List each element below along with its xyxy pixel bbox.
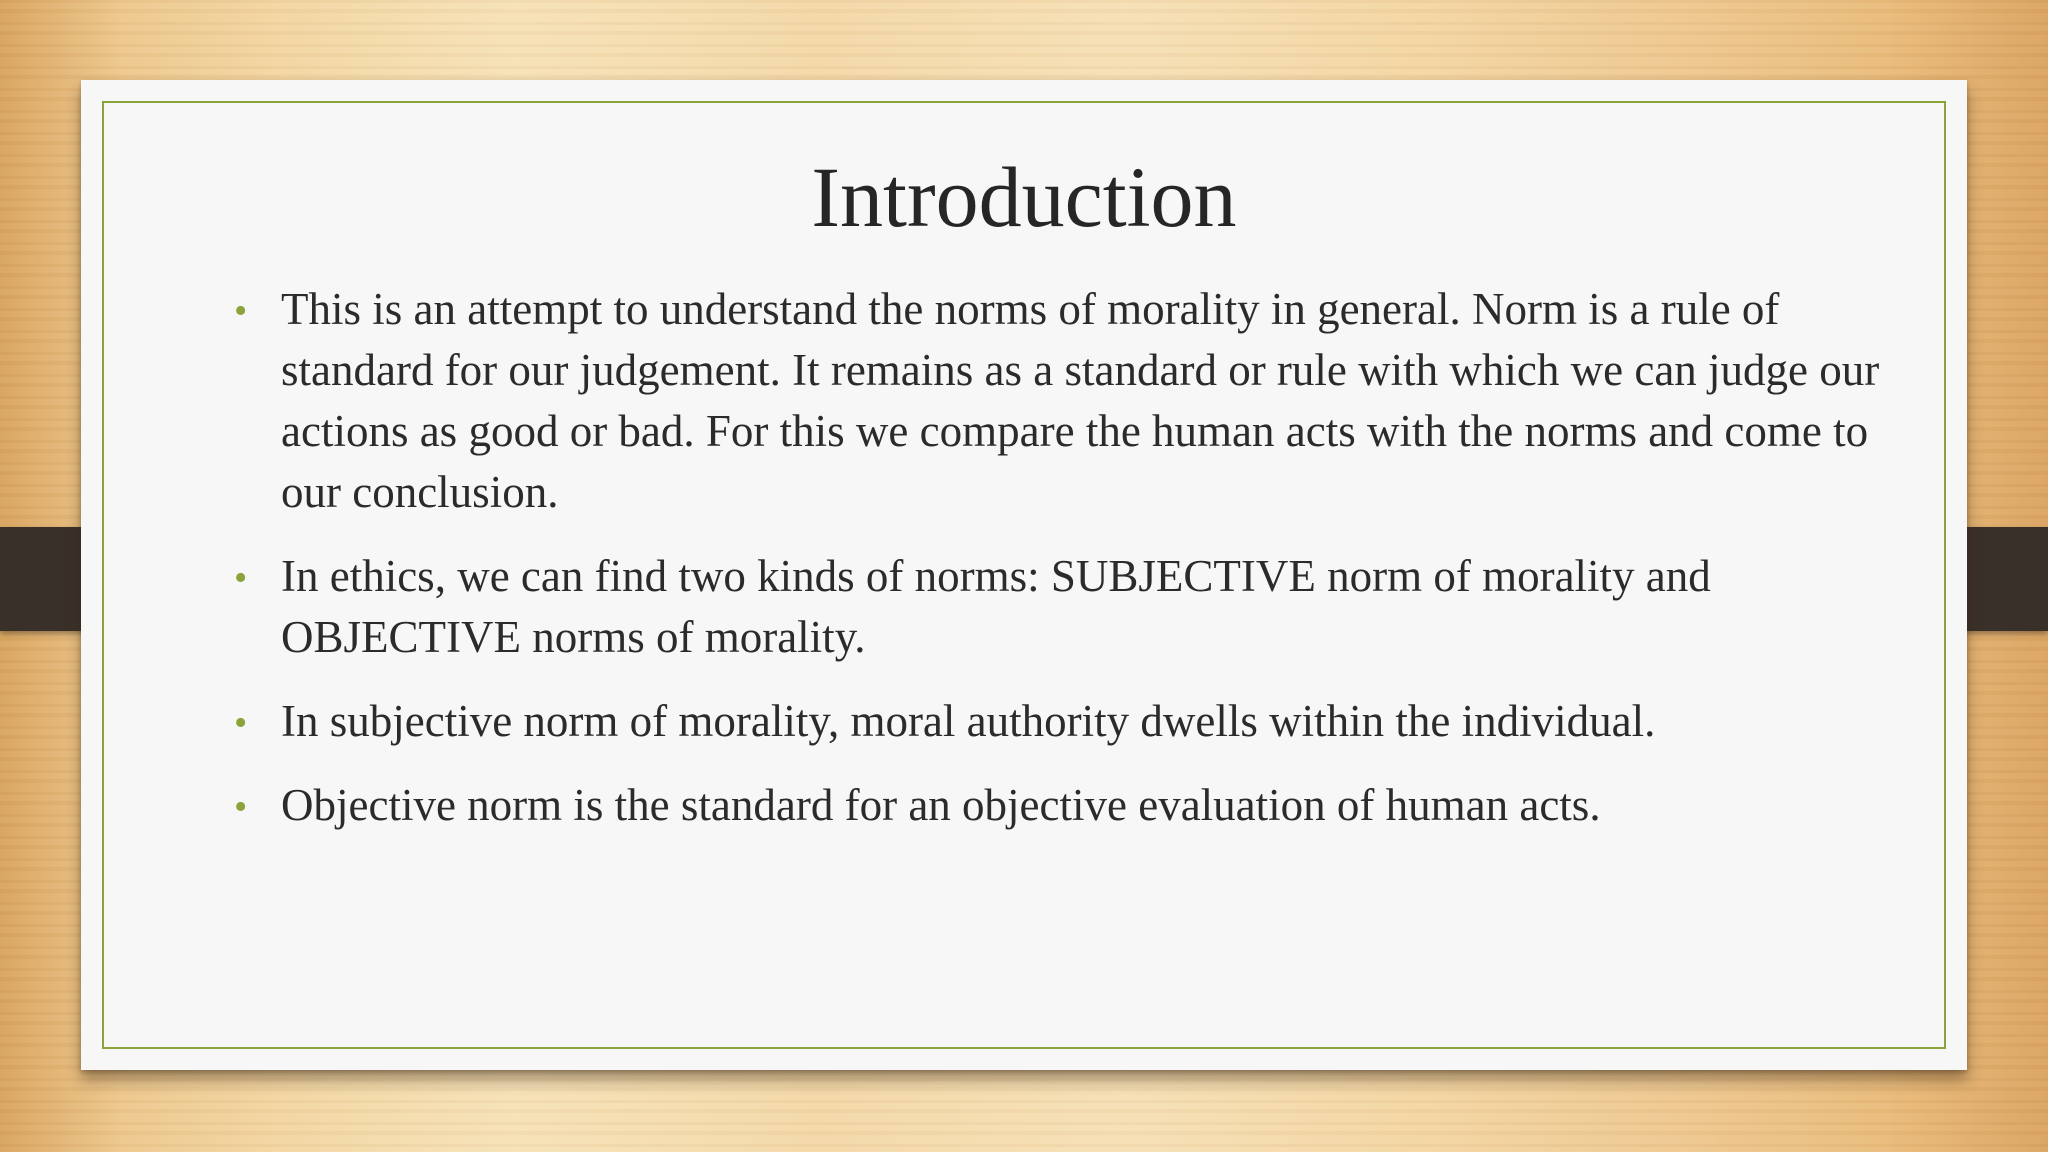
- bullet-item: [234, 546, 1901, 668]
- slide-panel: [81, 80, 1967, 1070]
- bullet-dot-icon: •: [234, 702, 248, 744]
- bullet-text: This is an attempt to understand the norms of morality in general. Norm is a rule of standard for our judgement. It remains as a standard or rule with which we can judge our actions as good or bad. For this we compare the human acts with the norms and come to our conclusion.: [281, 284, 1880, 517]
- bullet-dot-icon: •: [234, 786, 248, 828]
- slide-title: Introduction: [811, 149, 1237, 245]
- bullet-item: [234, 279, 1901, 523]
- bullet-text: In subjective norm of morality, moral authority dwells within the individual.: [281, 696, 1656, 746]
- bullet-text: In ethics, we can find two kinds of norms: SUBJECTIVE norm of morality and OBJECTIVE norms of morality.: [281, 551, 1711, 662]
- bullet-item: [234, 775, 1901, 836]
- bullet-item: [234, 691, 1901, 752]
- bullet-dot-icon: •: [234, 290, 248, 332]
- bullet-text: Objective norm is the standard for an objective evaluation of human acts.: [281, 780, 1601, 830]
- bullet-dot-icon: •: [234, 557, 248, 599]
- bullet-list: [234, 279, 1901, 859]
